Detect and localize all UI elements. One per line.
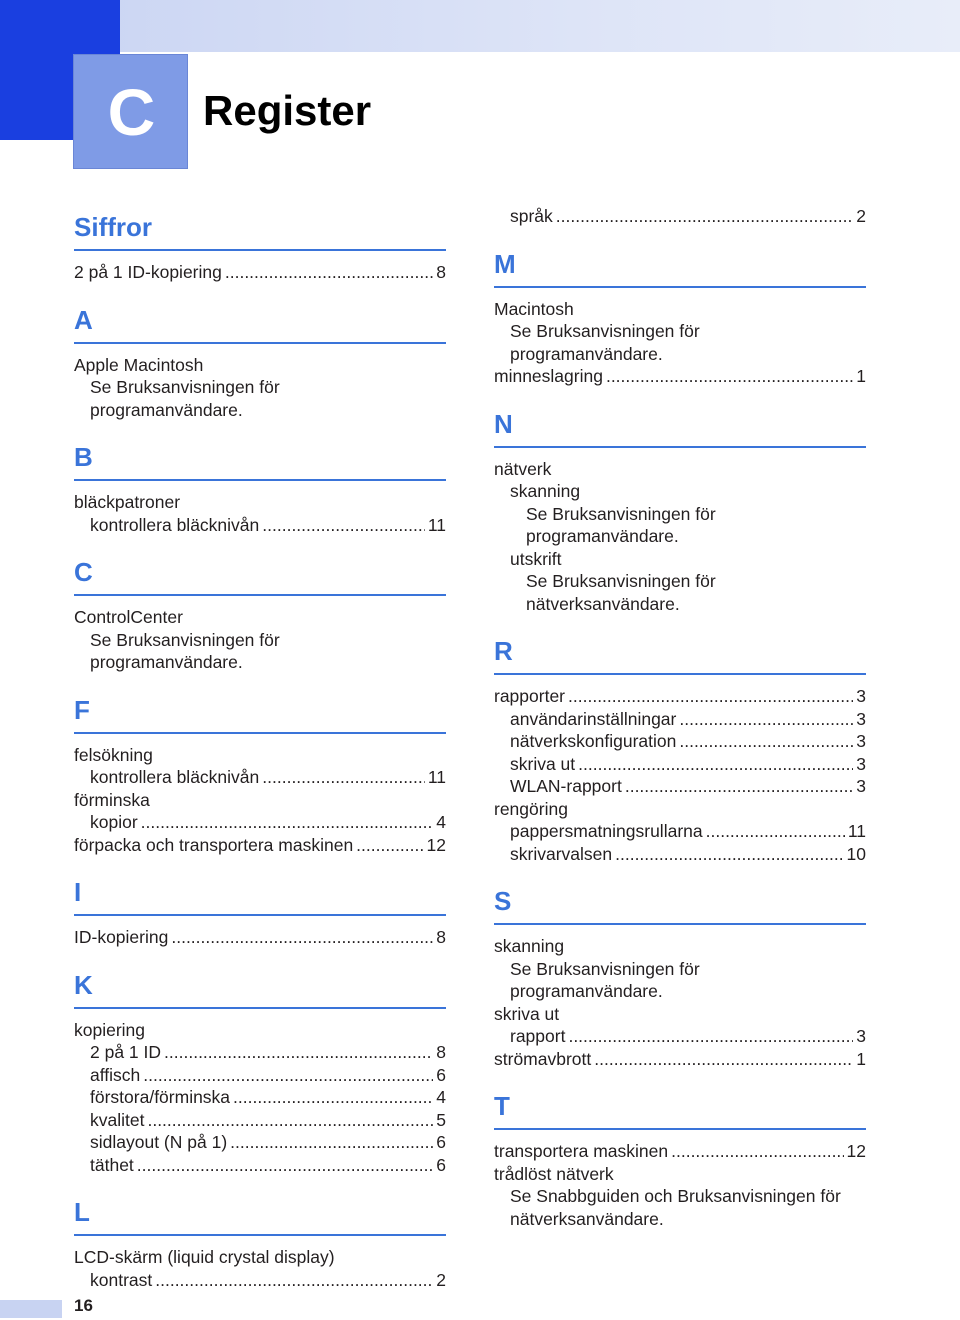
index-entry (494, 980, 866, 1003)
index-entry-page[interactable]: 8 (436, 262, 446, 282)
index-entry (74, 1019, 446, 1042)
index-entry (494, 775, 866, 798)
index-entry (494, 753, 866, 776)
dot-leader (679, 730, 853, 753)
dot-leader (233, 1086, 433, 1109)
index-entry-page[interactable]: 5 (436, 1109, 446, 1130)
index-entry (494, 298, 866, 321)
index-entry-group (494, 935, 866, 1070)
index-entry-group (74, 1246, 446, 1291)
index-entry-term: kvalitet (90, 1109, 145, 1130)
index-column-right (494, 205, 866, 1244)
index-entry (494, 1140, 866, 1163)
section-heading-i: I (74, 870, 446, 916)
index-entry-term: skanning (510, 481, 581, 501)
index-entry (74, 261, 446, 284)
index-entry (494, 730, 866, 753)
index-entry-page[interactable]: 12 (426, 834, 446, 855)
index-entry-term: skriva ut (494, 1003, 560, 1024)
index-entry-group (494, 458, 866, 616)
index-column-left (74, 205, 446, 1305)
index-entry-term: kopiering (74, 1019, 146, 1040)
index-entry-term: rengöring (494, 798, 568, 819)
dot-leader (568, 685, 853, 708)
index-entry-term: ControlCenter (74, 607, 183, 627)
index-entry-page[interactable]: 3 (856, 731, 866, 751)
index-entry-term: kopior (90, 812, 138, 832)
index-entry (494, 548, 866, 571)
index-entry (494, 820, 866, 843)
index-entry-term: transportera maskinen (494, 1141, 669, 1161)
page-title: Register (203, 87, 372, 134)
index-entry (74, 491, 446, 514)
index-entry (494, 708, 866, 731)
index-entry-group (74, 354, 446, 422)
index-entry-page[interactable]: 6 (436, 1064, 446, 1085)
index-entry (494, 205, 866, 228)
dot-leader (262, 514, 425, 537)
index-entry-term: Se Bruksanvisningen för (90, 629, 280, 650)
index-entry-page[interactable]: 10 (846, 843, 866, 864)
section-heading-l: L (74, 1190, 446, 1236)
dot-leader (679, 708, 853, 731)
index-entry-term: användarinställningar (510, 708, 677, 729)
index-entry-term: nätverk (494, 458, 552, 479)
dot-leader (225, 261, 433, 284)
index-entry-term: bläckpatroner (74, 492, 181, 512)
index-entry-group (74, 926, 446, 949)
dot-leader (164, 1041, 433, 1064)
index-entry-term: programanvändare. (90, 652, 243, 672)
index-entry (74, 1154, 446, 1177)
index-entry (74, 399, 446, 422)
index-entry (74, 766, 446, 789)
index-entry-term: rapport (510, 1026, 566, 1046)
dot-leader (262, 766, 425, 789)
index-entry (494, 525, 866, 548)
dot-leader (578, 753, 853, 776)
index-entry-page[interactable]: 1 (856, 366, 866, 386)
index-entry-term: kontrollera bläcknivån (90, 767, 260, 787)
index-entry-term: Se Bruksanvisningen för (526, 503, 716, 524)
index-entry-term: 2 på 1 ID (90, 1042, 162, 1062)
index-entry-term: utskrift (510, 548, 562, 569)
index-entry-term: programanvändare. (90, 399, 243, 420)
index-entry-group (494, 1140, 866, 1230)
index-entry (494, 1003, 866, 1026)
index-entry-term: Se Bruksanvisningen för (510, 321, 700, 341)
index-entry-term: rapporter (494, 686, 566, 706)
index-entry-term: skanning (494, 936, 565, 956)
index-entry (494, 593, 866, 616)
index-entry (74, 834, 446, 857)
index-entry (494, 958, 866, 981)
index-entry-term: nätverksanvändare. (510, 1208, 664, 1229)
section-heading-m: M (494, 242, 866, 288)
index-entry (494, 685, 866, 708)
header-band (0, 0, 960, 52)
index-entry (74, 376, 446, 399)
index-entry-term: nätverkskonfiguration (510, 731, 677, 751)
index-entry-term: kontrollera bläcknivån (90, 514, 260, 535)
index-entry (74, 1064, 446, 1087)
dot-leader (155, 1269, 433, 1292)
index-entry-page[interactable]: 3 (856, 753, 866, 774)
index-entry-term: programanvändare. (526, 526, 679, 546)
section-heading-siffror: Siffror (74, 205, 446, 251)
dot-leader (671, 1140, 843, 1163)
dot-leader (171, 926, 433, 949)
index-entry-term: Macintosh (494, 298, 574, 319)
index-entry (494, 1025, 866, 1048)
index-entry (494, 1208, 866, 1231)
section-heading-s: S (494, 879, 866, 925)
dot-leader (594, 1048, 853, 1071)
dot-leader (143, 1064, 433, 1087)
index-entry-page[interactable]: 6 (436, 1132, 446, 1152)
index-entry-term: WLAN-rapport (510, 776, 622, 796)
section-heading-c: C (74, 550, 446, 596)
index-entry-term: kontrast (90, 1269, 153, 1290)
chapter-letter: C (107, 75, 156, 149)
index-entry-term: strömavbrott (494, 1048, 592, 1069)
section-heading-a: A (74, 298, 446, 344)
index-entry (74, 1041, 446, 1064)
index-entry (494, 1185, 866, 1208)
index-entry-group (74, 1019, 446, 1177)
index-entry-page[interactable]: 3 (856, 708, 866, 729)
index-entry (494, 343, 866, 366)
index-entry (494, 365, 866, 388)
index-entry (494, 480, 866, 503)
index-entry (494, 843, 866, 866)
index-entry-term: språk (510, 206, 553, 226)
index-entry-term: minneslagring (494, 366, 603, 386)
index-entry-term: Se Bruksanvisningen för (526, 571, 716, 591)
index-entry-term: skriva ut (510, 753, 576, 774)
section-heading-t: T (494, 1084, 866, 1130)
index-entry-term: trådlöst nätverk (494, 1163, 614, 1184)
index-entry-page[interactable]: 4 (436, 812, 446, 832)
index-entry-page[interactable]: 3 (856, 1026, 866, 1046)
index-entry (74, 926, 446, 949)
index-entry (74, 1131, 446, 1154)
index-entry (494, 570, 866, 593)
index-entry-term: Apple Macintosh (74, 354, 204, 375)
section-heading-k: K (74, 963, 446, 1009)
index-entry-page[interactable]: 8 (436, 1042, 446, 1062)
index-entry (74, 651, 446, 674)
index-entry-page[interactable]: 4 (436, 1087, 446, 1107)
index-entry-page[interactable]: 3 (856, 776, 866, 796)
index-entry-page[interactable]: 11 (847, 821, 866, 841)
index-entry (74, 744, 446, 767)
index-entry-term: förstora/förminska (90, 1087, 231, 1107)
index-entry-term: programanvändare. (510, 981, 663, 1001)
index-entry-term: pappersmatningsrullarna (510, 821, 703, 841)
index-entry (74, 1086, 446, 1109)
section-heading-f: F (74, 688, 446, 734)
index-entry-term: 2 på 1 ID-kopiering (74, 262, 222, 282)
index-entry-term: Se Bruksanvisningen för (510, 958, 700, 979)
index-entry (494, 1048, 866, 1071)
index-entry-group (494, 685, 866, 865)
index-entry (74, 514, 446, 537)
section-heading-r: R (494, 629, 866, 675)
index-entry-term: affisch (90, 1064, 141, 1085)
index-entry (74, 1109, 446, 1132)
dot-leader (706, 820, 845, 843)
dot-leader (556, 205, 853, 228)
index-entry (74, 811, 446, 834)
dot-leader (141, 811, 434, 834)
index-entry (74, 1246, 446, 1269)
index-entry (74, 1269, 446, 1292)
index-entry-term: felsökning (74, 744, 153, 765)
index-entry-term: Se Snabbguiden och Bruksanvisningen för (510, 1186, 841, 1206)
section-heading-n: N (494, 402, 866, 448)
index-entry-term: täthet (90, 1154, 134, 1175)
index-entry-term: LCD-skärm (liquid crystal display) (74, 1247, 335, 1267)
index-entry-group (74, 491, 446, 536)
index-entry-page[interactable]: 3 (856, 686, 866, 706)
index-entry (494, 798, 866, 821)
index-entry (494, 935, 866, 958)
chapter-letter-box (73, 54, 188, 169)
index-entry-page[interactable]: 8 (436, 927, 446, 947)
index-entry (494, 458, 866, 481)
index-entry-group (74, 606, 446, 674)
index-entry-term: programanvändare. (510, 343, 663, 364)
index-entry-term: Se Bruksanvisningen för (90, 377, 280, 397)
index-entry-page[interactable]: 12 (846, 1141, 866, 1161)
dot-leader (230, 1131, 433, 1154)
index-entry-term: ID-kopiering (74, 927, 169, 947)
index-entry-page[interactable]: 11 (427, 514, 446, 535)
index-entry (494, 320, 866, 343)
index-entry-group (74, 261, 446, 284)
page-number-badge (0, 1300, 62, 1318)
dot-leader (356, 834, 423, 857)
dot-leader (147, 1109, 433, 1132)
index-entry-page[interactable]: 11 (427, 767, 446, 787)
index-entry-group (494, 205, 866, 228)
dot-leader (568, 1025, 853, 1048)
index-entry-page[interactable]: 1 (856, 1048, 866, 1069)
index-entry-group (494, 298, 866, 388)
index-entry-term: sidlayout (N på 1) (90, 1132, 228, 1152)
index-entry-term: förpacka och transportera maskinen (74, 834, 354, 855)
index-entry-page[interactable]: 6 (436, 1154, 446, 1175)
dot-leader (606, 365, 853, 388)
index-entry-term: förminska (74, 789, 150, 810)
index-entry-term: skrivarvalsen (510, 843, 613, 864)
dot-leader (625, 775, 853, 798)
dot-leader (137, 1154, 433, 1177)
index-entry-page[interactable]: 2 (436, 1269, 446, 1290)
index-entry-group (74, 744, 446, 857)
index-entry (74, 354, 446, 377)
section-heading-b: B (74, 435, 446, 481)
index-entry (74, 789, 446, 812)
index-entry (74, 606, 446, 629)
index-entry-page[interactable]: 2 (856, 206, 866, 226)
index-entry (494, 1163, 866, 1186)
index-entry-term: nätverksanvändare. (526, 593, 680, 614)
index-entry (494, 503, 866, 526)
index-entry (74, 629, 446, 652)
dot-leader (615, 843, 843, 866)
page-number: 16 (74, 1296, 93, 1315)
